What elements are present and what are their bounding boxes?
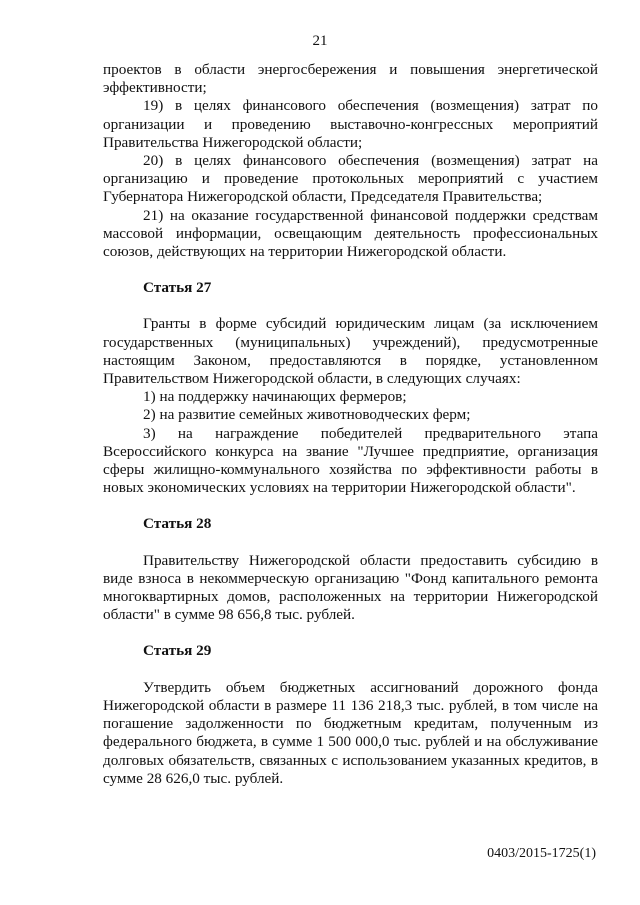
spacer — [103, 534, 598, 552]
article-27-item-2: 2) на развитие семейных животноводческих ферм; — [143, 406, 471, 424]
paragraph-item-20: 20) в целях финансового обеспечения (возмещения) затрат на организацию и проведение протокольных мероприятий с участием Губернатора Нижегородской области, Председателя Правительства; — [103, 152, 598, 206]
spacer — [103, 624, 598, 642]
paragraph-intro-continuation: проектов в области энергосбережения и повышения энергетической эффективности; — [103, 61, 598, 97]
spacer — [103, 661, 598, 679]
article-27-item-1: 1) на поддержку начинающих фермеров; — [143, 388, 407, 406]
article-29-heading: Статья 29 — [143, 642, 212, 660]
paragraph-item-19: 19) в целях финансового обеспечения (возмещения) затрат по организации и проведению выставочно-конгрессных мероприятий Правительства Нижегородской области; — [103, 97, 598, 151]
article-28-paragraph: Правительству Нижегородской области предоставить субсидию в виде взноса в некоммерческую организацию "Фонд капитального ремонта многоквартирных домов, расположенных на территории Нижегородской области" в сумме 98 656,8 тыс. рублей. — [103, 551, 598, 624]
article-27-item-3: 3) на награждение победителей предварительного этапа Всероссийского конкурса на звание "Лучшее предприятие, организация сферы жилищно-коммунального хозяйства по эффективности работы в новых экономических условиях на территории Нижегородской области". — [103, 424, 598, 497]
document-body — [103, 61, 598, 788]
paragraph-item-21: 21) на оказание государственной финансовой поддержки средствам массовой информации, освещающим деятельность профессиональных союзов, действующих на территории Нижегородской области. — [103, 206, 598, 261]
document-code: 0403/2015-1725(1) — [487, 846, 596, 861]
spacer — [103, 497, 598, 515]
article-29-paragraph: Утвердить объем бюджетных ассигнований дорожного фонда Нижегородской области в размере 11 136 218,3 тыс. рублей, в том числе на погашение задолженности по бюджетным кредитам, полученным из федерального бюджета, в сумме 1 500 000,0 тыс. рублей и на обслуживание долговых обязательств, связанных с использованием указанных кредитов, в сумме 28 626,0 тыс. рублей. — [103, 678, 598, 787]
spacer — [103, 261, 598, 279]
article-28-heading: Статья 28 — [143, 515, 212, 533]
spacer — [103, 297, 598, 315]
page-number: 21 — [312, 33, 328, 49]
article-27-paragraph: Гранты в форме субсидий юридическим лицам (за исключением государственных (муниципальных) учреждений), предусмотренные настоящим Законом, предоставляются в порядке, установленном Правительством Нижегородской области, в следующих случаях: — [103, 315, 598, 388]
article-27-heading: Статья 27 — [143, 279, 212, 297]
